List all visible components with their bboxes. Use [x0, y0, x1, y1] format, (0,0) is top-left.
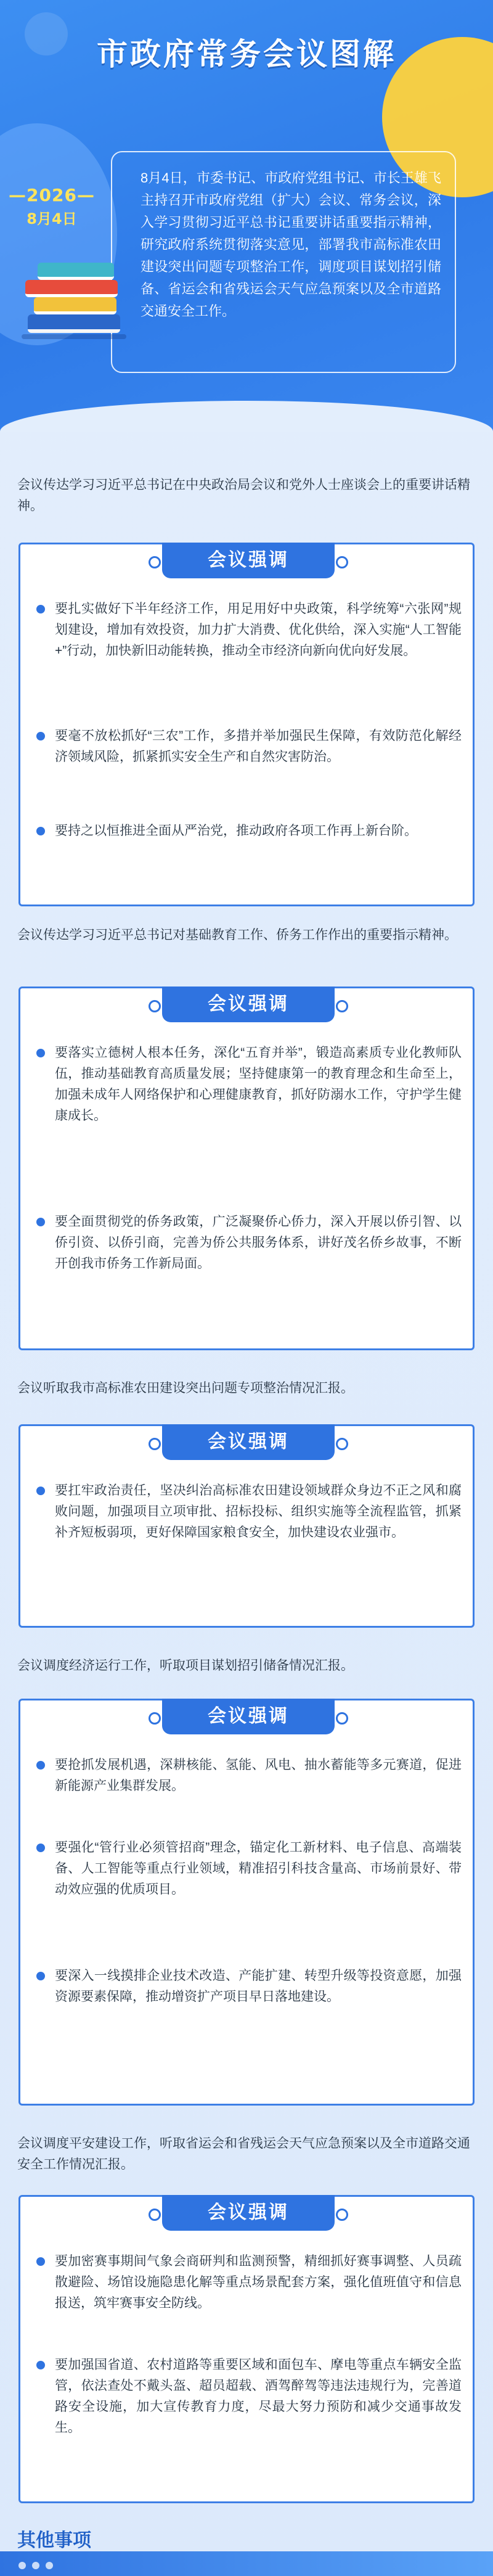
emphasis-item: 要扎实做好下半年经济工作，用足用好中央政策，科学统筹“六张网”规划建设，增加有效投资，加力扩大消费、优化供给，深入实施“人工智能+”行动，加快新旧动能转换，推动全市经济向新向优向好发展。 [36, 599, 462, 662]
bullet-dot-icon [36, 2361, 45, 2369]
intro-text: 8月4日，市委书记、市政府党组书记、市长王雄飞主持召开市政府党组（扩大）会议、常务会议，深入学习贯彻习近平总书记重要讲话重要指示精神，研究政府系统贯彻落实意见，部署我市高标准农田建设突出问题专项整治工作，调度项目谋划招引储备、省运会和省残运会天气应急预案以及全市道路交通安全工作。 [141, 170, 441, 319]
date-badge [4, 185, 100, 228]
bullet-dot-icon [36, 1218, 45, 1226]
emphasis-card [18, 2195, 475, 2503]
section-lead: 会议传达学习习近平总书记对基础教育工作、侨务工作作出的重要指示精神。 [17, 928, 457, 942]
emphasis-card [18, 1699, 475, 2106]
emphasis-badge: 会议强调 [162, 987, 335, 1022]
emphasis-card [18, 1424, 475, 1628]
section-lead: 会议听取我市高标准农田建设突出问题专项整治情况汇报。 [17, 1381, 354, 1395]
other-matters-title: 其他事项 [17, 2530, 91, 2551]
section-lead: 会议调度平安建设工作，听取省运会和省残运会天气应急预案以及全市道路交通安全工作情况汇报。 [17, 2136, 470, 2172]
bullet-dot-icon [36, 1761, 45, 1770]
emphasis-badge: 会议强调 [162, 543, 335, 578]
section-lead: 会议传达学习习近平总书记在中央政治局会议和党外人士座谈会上的重要讲话精神。 [17, 478, 470, 513]
emphasis-badge: 会议强调 [162, 2195, 335, 2231]
emphasis-badge: 会议强调 [162, 1699, 335, 1734]
bullet-dot-icon [36, 1049, 45, 1057]
emphasis-item: 要抢抓发展机遇，深耕核能、氢能、风电、抽水蓄能等多元赛道，促进新能源产业集群发展。 [36, 1755, 462, 1797]
bullet-dot-icon [36, 1844, 45, 1852]
emphasis-item: 要落实立德树人根本任务，深化“五育并举”，锻造高素质专业化教师队伍，推动基础教育高质量发展；坚持健康第一的教育理念和生命至上，加强未成年人网络保护和心理健康教育，抓好防溺水工作，守护学生健康成长。 [36, 1043, 462, 1126]
emphasis-item: 要加密赛事期间气象会商研判和监测预警，精细抓好赛事调整、人员疏散避险、场馆设施隐患化解等重点场景配套方案，强化值班值守和信息报送，筑牢赛事安全防线。 [36, 2251, 462, 2314]
emphasis-badge: 会议强调 [162, 1424, 335, 1460]
emphasis-item: 要毫不放松抓好“三农”工作，多措并举加强民生保障，有效防范化解经济领域风险，抓紧抓实安全生产和自然灾害防治。 [36, 726, 462, 768]
books-illustration [22, 253, 126, 351]
emphasis-item: 要强化“管行业必须管招商”理念，锚定化工新材料、电子信息、高端装备、人工智能等重点行业领域，精准招引科技含量高、市场前景好、带动效应强的优质项目。 [36, 1837, 462, 1900]
date-year: —2026— [9, 185, 95, 205]
footer-bar [0, 2551, 493, 2576]
date-month-day: 8月4日 [26, 210, 77, 228]
intro-card [111, 151, 456, 373]
emphasis-item: 要扛牢政治责任，坚决纠治高标准农田建设领域群众身边不正之风和腐败问题，加强项目立项审批、招标投标、组织实施等全流程监管，抓紧补齐短板弱项，更好保障国家粮食安全，加快建设农业强市。 [36, 1480, 462, 1543]
bullet-dot-icon [36, 2257, 45, 2266]
emphasis-item: 要加强国省道、农村道路等重要区域和面包车、摩电等重点车辆安全监管，依法查处不戴头盔、超员超载、酒驾醉驾等违法违规行为，完善道路安全设施，加大宣传教育力度，尽最大努力预防和减少交通事故发生。 [36, 2355, 462, 2439]
bullet-dot-icon [36, 1972, 45, 1980]
section-lead: 会议调度经济运行工作，听取项目谋划招引储备情况汇报。 [17, 1659, 354, 1673]
emphasis-card [18, 987, 475, 1350]
emphasis-item: 要持之以恒推进全面从严治党，推动政府各项工作再上新台阶。 [36, 821, 462, 842]
emphasis-item: 要深入一线摸排企业技术改造、产能扩建、转型升级等投资意愿，加强资源要素保障，推动增资扩产项目早日落地建设。 [36, 1966, 462, 2008]
emphasis-item: 要全面贯彻党的侨务政策，广泛凝聚侨心侨力，深入开展以侨引智、以侨引资、以侨引商，完善为侨公共服务体系，讲好茂名侨乡故事，不断开创我市侨务工作新局面。 [36, 1212, 462, 1274]
emphasis-card [18, 543, 475, 906]
page-title: 市政府常务会议图解 [97, 36, 396, 72]
bullet-dot-icon [36, 827, 45, 835]
header-banner [0, 0, 493, 432]
bullet-dot-icon [36, 605, 45, 613]
bullet-dot-icon [36, 1487, 45, 1495]
bullet-dot-icon [36, 732, 45, 740]
